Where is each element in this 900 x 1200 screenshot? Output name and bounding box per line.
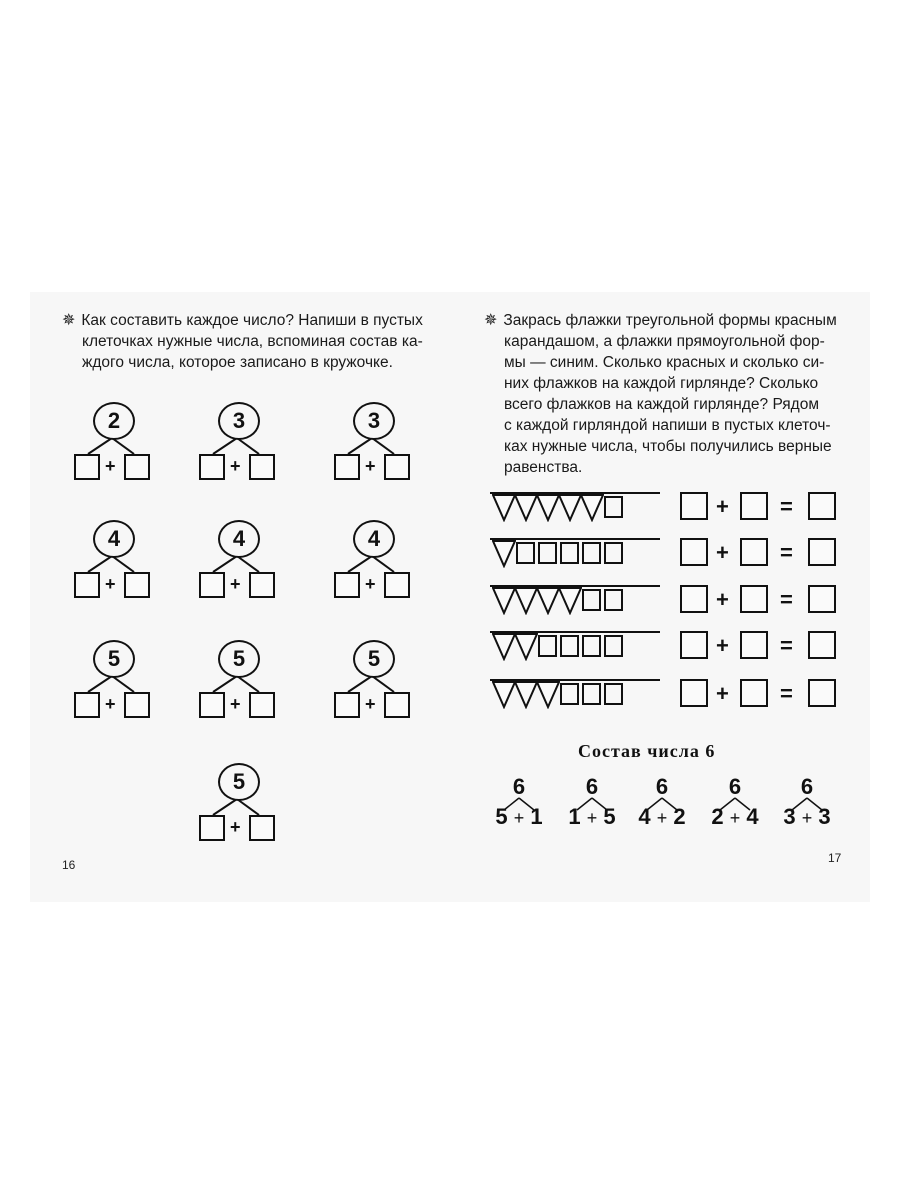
garland-row [490,538,860,570]
number-tree [193,402,283,492]
addend-a: 1 [568,804,581,829]
rectangle-flag[interactable] [604,635,623,657]
answer-box[interactable] [740,538,768,566]
tree-number-circle: 5 [218,763,260,801]
triangle-flag[interactable] [492,587,516,615]
garland-row [490,492,860,524]
tree-number-circle: 2 [93,402,135,440]
tree-number-circle: 5 [218,640,260,678]
left-instruction-line-2: клеточках нужные числа, вспоминая состав ка- [82,333,423,350]
triangle-flag[interactable] [580,494,604,522]
triangle-flag[interactable] [514,633,538,661]
tree-branch [372,676,394,692]
answer-box[interactable] [680,538,708,566]
plus-sign: + [656,808,668,828]
number-tree [328,402,418,492]
right-instruction [484,310,864,478]
composition-title: Состав числа 6 [578,741,716,761]
number-tree [193,640,283,730]
plus-sign: + [513,808,525,828]
equals-sign: = [780,681,793,706]
plus-sign: + [105,574,116,594]
rectangle-flag[interactable] [582,589,601,611]
plus-sign: + [716,633,729,658]
composition-total: 6 [800,774,814,799]
right-instruction-line-3: мы — синим. Сколько красных и сколько си- [504,354,825,371]
rectangle-flag[interactable] [582,635,601,657]
tree-branch [213,676,237,692]
star-icon: ✵ [484,312,498,329]
answer-box[interactable] [74,572,100,598]
tree-number-circle: 3 [353,402,395,440]
plus-sign: + [230,694,241,714]
triangle-flag[interactable] [514,681,538,709]
answer-box[interactable] [199,815,225,841]
triangle-flag[interactable] [514,494,538,522]
tree-branch [112,676,134,692]
answer-box[interactable] [124,454,150,480]
tree-branch [88,676,112,692]
tree-number-circle: 5 [353,640,395,678]
garland-row [490,585,860,617]
plus-sign: + [801,808,813,828]
answer-box[interactable] [199,692,225,718]
answer-box[interactable] [199,454,225,480]
right-instruction-line-2: карандашом, а флажки прямоугольной фор- [504,333,825,350]
number-tree [68,520,158,610]
tree-branch [213,799,237,815]
tree-branch [88,438,112,454]
addend-b: 3 [818,804,831,829]
addend-a: 3 [783,804,796,829]
plus-sign: + [105,694,116,714]
rectangle-flag[interactable] [582,542,601,564]
rectangle-flag[interactable] [604,589,623,611]
page-number-right: 17 [828,851,842,865]
triangle-flag[interactable] [514,587,538,615]
tree-branch [213,556,237,572]
right-instruction-line-6: с каждой гирляндой напиши в пустых клеточ- [504,417,831,434]
answer-box[interactable] [124,572,150,598]
plus-sign: + [365,456,376,476]
answer-box[interactable] [808,492,836,520]
tree-branch [237,676,259,692]
equals-sign: = [780,540,793,565]
tree-branch [348,438,372,454]
plus-sign: + [105,456,116,476]
garland-row [490,631,860,663]
composition-total: 6 [728,774,742,799]
answer-box[interactable] [680,492,708,520]
triangle-flag[interactable] [492,633,516,661]
number-tree [68,640,158,730]
rectangle-flag[interactable] [604,496,623,518]
plus-sign: + [230,456,241,476]
composition-item [557,774,627,834]
rectangle-flag[interactable] [538,542,557,564]
composition-item [700,774,770,834]
answer-box[interactable] [334,454,360,480]
right-instruction-line-8: равенства. [504,459,583,476]
equals-sign: = [780,633,793,658]
plus-sign: + [716,587,729,612]
addend-b: 5 [603,804,616,829]
triangle-flag[interactable] [536,587,560,615]
answer-box[interactable] [384,572,410,598]
plus-sign: + [365,694,376,714]
rectangle-flag[interactable] [516,542,535,564]
triangle-flag[interactable] [536,681,560,709]
answer-box[interactable] [74,692,100,718]
left-instruction-line-3: ждого числа, которое записано в кружочке. [82,354,393,371]
answer-box[interactable] [680,631,708,659]
tree-branch [348,676,372,692]
tree-number-circle: 4 [353,520,395,558]
left-instruction [62,310,432,373]
composition-total: 6 [585,774,599,799]
answer-box[interactable] [680,679,708,707]
equals-sign: = [780,587,793,612]
number-tree [193,763,283,853]
triangle-flag[interactable] [536,494,560,522]
rectangle-flag[interactable] [560,635,579,657]
equals-sign: = [780,494,793,519]
right-instruction-line-5: всего флажков на каждой гирлянде? Рядом [504,396,819,413]
plus-sign: + [230,817,241,837]
page-number-left: 16 [62,858,76,872]
answer-box[interactable] [74,454,100,480]
answer-box[interactable] [740,585,768,613]
plus-sign: + [716,681,729,706]
answer-box[interactable] [740,679,768,707]
star-icon: ✵ [62,312,76,329]
composition-sum [700,804,770,830]
answer-box[interactable] [680,585,708,613]
answer-box[interactable] [808,585,836,613]
tree-number-circle: 5 [93,640,135,678]
answer-box[interactable] [249,572,275,598]
tree-branch [112,556,134,572]
answer-box[interactable] [249,454,275,480]
tree-branch [237,556,259,572]
tree-branch [372,438,394,454]
composition-item [627,774,697,834]
plus-sign: + [716,540,729,565]
plus-sign: + [365,574,376,594]
composition-sum [557,804,627,830]
answer-box[interactable] [249,815,275,841]
answer-box[interactable] [124,692,150,718]
plus-sign: + [586,808,598,828]
triangle-flag[interactable] [492,681,516,709]
answer-box[interactable] [808,631,836,659]
composition-sum [484,804,554,830]
plus-sign: + [230,574,241,594]
rectangle-flag[interactable] [560,542,579,564]
right-instruction-line-7: ках нужные числа, чтобы получились верные [504,438,832,455]
triangle-flag[interactable] [492,494,516,522]
right-instruction-line-4: них флажков на каждой гирлянде? Сколько [504,375,819,392]
tree-branch [112,438,134,454]
answer-box[interactable] [384,454,410,480]
tree-branch [237,799,259,815]
answer-box[interactable] [334,572,360,598]
tree-number-circle: 4 [218,520,260,558]
number-tree [328,640,418,730]
composition-sum [627,804,697,830]
addend-a: 2 [711,804,724,829]
answer-box[interactable] [808,538,836,566]
tree-branch [213,438,237,454]
answer-box[interactable] [740,631,768,659]
triangle-flag[interactable] [558,587,582,615]
plus-sign: + [716,494,729,519]
addend-b: 1 [530,804,543,829]
tree-branch [237,438,259,454]
tree-branch [88,556,112,572]
tree-branch [372,556,394,572]
composition-item [772,774,842,834]
plus-sign: + [729,808,741,828]
answer-box[interactable] [334,692,360,718]
composition-total: 6 [512,774,526,799]
addend-b: 4 [746,804,759,829]
number-tree [193,520,283,610]
tree-number-circle: 4 [93,520,135,558]
number-tree [68,402,158,492]
composition-item [484,774,554,834]
triangle-flag[interactable] [558,494,582,522]
rectangle-flag[interactable] [604,542,623,564]
right-instruction-line-1: ✵ Закрась флажки треугольной формы красным [484,312,837,329]
tree-number-circle: 3 [218,402,260,440]
triangle-flag[interactable] [492,540,516,568]
rectangle-flag[interactable] [538,635,557,657]
answer-box[interactable] [808,679,836,707]
addend-a: 4 [638,804,651,829]
composition-sum [772,804,842,830]
tree-branch [348,556,372,572]
rectangle-flag[interactable] [560,683,579,705]
rectangle-flag[interactable] [582,683,601,705]
rectangle-flag[interactable] [604,683,623,705]
garland-row [490,679,860,711]
answer-box[interactable] [740,492,768,520]
addend-a: 5 [495,804,508,829]
answer-box[interactable] [384,692,410,718]
answer-box[interactable] [249,692,275,718]
left-instruction-line-1: ✵ Как составить каждое число? Напиши в пустых [62,312,423,329]
answer-box[interactable] [199,572,225,598]
number-tree [328,520,418,610]
addend-b: 2 [673,804,686,829]
composition-total: 6 [655,774,669,799]
